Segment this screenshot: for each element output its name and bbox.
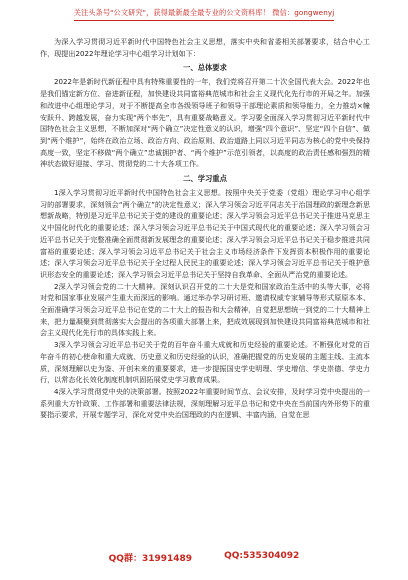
qq-text: QQ:535304092 — [224, 551, 300, 561]
header-banner — [0, 0, 408, 28]
document-body — [40, 36, 370, 421]
section-heading-focus: 二、学习重点 — [183, 174, 227, 184]
section-paragraph: 3深入学习领会习近平总书记关于党的百年奋斗重大成就和历史经验的重要论述。不断强化对党的百年奋斗的初心使命和重大成就、历史意义和历史经验的认识，准确把握党的历史发展的主题主线、主流本质，深刻理解以史为鉴、开创未来的重要要求，进一步提振国史学史明理、学史增信、学史崇德、学史力行，以常态化长效化制度机制巩固拓展党史学习教育成果。 — [40, 340, 370, 385]
section-paragraph: 4深入学习贯彻党中央的决策部署。按照2022年重要时间节点、会议安排，及时学习党中央提出的一系列重大方针政策、工作部署和重要法律法规，深刻理解习近平总书记和党中央在当前国内外形势下的重要指示要求，开展专题学习，深化对党中央治国理政的内在逻辑、丰富内涵，自觉在思 — [40, 386, 370, 420]
qq-group-text: QQ群：31991489 — [108, 554, 193, 564]
intro-paragraph: 为深入学习贯彻习近平新时代中国特色社会主义思想，落实中央和省委相关部署要求，结合中心工作，现提出2022年理论学习中心组学习计划如下： — [40, 37, 370, 58]
footer-contacts — [0, 551, 408, 564]
section-heading-overall: 一、总体要求 — [183, 63, 227, 73]
header-banner-text: 关注头条号"公文研究"，获得最新最全最专业的公文资料库！ 微信：gongwenyj — [74, 8, 335, 21]
section-paragraph: 1深入学习贯彻习近平新时代中国特色社会主义思想。按照中央关于党委（党组）理论学习中心组学习的部署要求，深刻领会“两个确立”的决定性意义；深入学习领会习近平同志关于治国理政的新理念新思想新战略，特别是习近平总书记关于党的建设的重要论述；深入学习领会习近平总书记关于推进马克思主义中国化时代化的重要论述；深入学习领会习近平总书记关于中国式现代化的重要论述；深入学习领会习近平总书记关于完整准确全面贯彻新发展理念的重要论述；深入学习领会习近平总书记关于稳步推进共同富裕的重要论述；深入学习领会习近平总书记关于社会主义市场经济条件下发挥资本积极作用的重要论述；深入学习领会习近平总书记关于全过程人民民主的重要论述；深入学习领会习近平总书记关于维护意识形态安全的重要论述；深入学习领会习近平总书记关于坚持自我革命、全面从严治党的重要论述。 — [40, 188, 370, 279]
section-paragraph: 2022年是新时代新征程中具有特殊重要性的一年，我们党将召开第二十次全国代表大会。2022年也是我们锚定新方位、奋进新征程，加快建设共同富裕典范城市和社会主义现代化先行市的开局之年。加强和改进中心组理论学习，对于不断提高全市各级领导班子和领导干部理论素质和领导能力，全力推动×幢安跃升、跨越发展，奋力实现“两个率先”，具有重要战略意义。学习要全面深入学习贯彻习近平新时代中国特色社会主义思想，不断加深对“两个确立”决定性意义的认识，增强“四个意识”、坚定“四个自信”、做到“两个维护”，始终在政治立场、政治方向、政治原则、政治道路上同以习近平同志为核心的党中央保持高度一致，坚定不移做“两个确立”忠诚拥护者、“两个维护”示范引领者，以高度的政治责任感和强烈的精神状态做好迎接、学习、贯彻党的二十大各项工作。 — [40, 77, 370, 169]
section-paragraph: 2深入学习领会党的二十大精神。深刻认识召开党的二十大是党和国家政治生活中的头等大事，必将对党和国家事业发展产生重大而深远的影响。通过举办学习研讨班、邀请权威专家辅导等形式原原本本、全面准确学习领会习近平总书记在党的二十大上的报告和大会精神，自觉把思想统一到党的二十大精神上来，把力量凝聚到贯彻落实大会提出的各项重大部署上来，把成效展现到加快建设共同富裕典范城市和社会主义现代化先行市的具体实践上来。 — [40, 281, 370, 338]
